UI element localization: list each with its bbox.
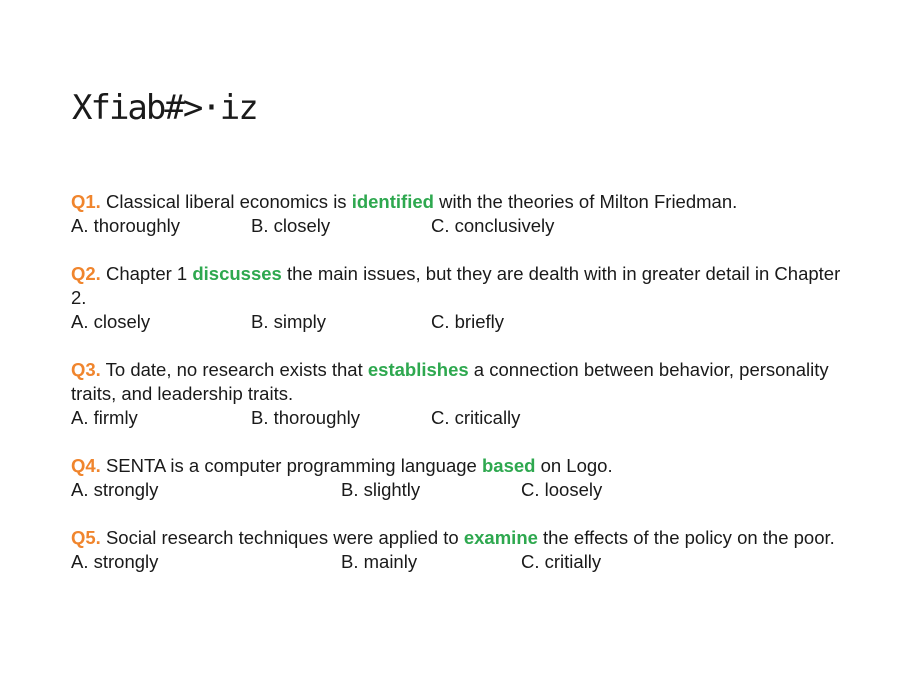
option-b[interactable]: B. mainly [341,551,418,572]
stem-text-before: SENTA is a computer programming language [105,455,477,476]
keyword: identified [351,191,434,212]
option-b[interactable]: B. simply [251,311,327,332]
question-5 [71,526,851,574]
question-number: Q2. [71,263,101,284]
question-2 [71,262,851,334]
keyword: discusses [192,263,282,284]
slide-title: Xfiab#>·iz [72,88,257,128]
stem-text-before: To date, no research exists that [105,359,363,380]
option-c[interactable]: C. conclusively [431,215,555,236]
keyword: examine [463,527,538,548]
answer-options [71,478,851,502]
answer-options [71,310,851,334]
question-3 [71,358,851,430]
keyword: establishes [367,359,469,380]
option-c[interactable]: C. briefly [431,311,504,332]
option-c[interactable]: C. critially [521,551,602,572]
keyword: based [481,455,536,476]
question-stem [71,190,851,214]
question-number: Q4. [71,455,101,476]
stem-text-before: Classical liberal economics is [105,191,347,212]
option-a[interactable]: A. thoroughly [71,215,181,236]
question-number: Q1. [71,191,101,212]
question-4 [71,454,851,502]
answer-options [71,406,851,430]
question-stem [71,358,851,406]
question-list [71,190,851,598]
stem-text-after: a connection between behavior, personality traits, and leadership traits. [71,359,829,404]
question-stem [71,262,851,310]
stem-text-after: with the theories of Milton Friedman. [439,191,738,212]
option-a[interactable]: A. strongly [71,551,159,572]
option-a[interactable]: A. closely [71,311,151,332]
stem-text-after: the effects of the policy on the poor. [543,527,835,548]
option-a[interactable]: A. firmly [71,407,138,428]
question-stem [71,526,851,550]
question-stem [71,454,851,478]
option-b[interactable]: B. slightly [341,479,421,500]
option-a[interactable]: A. strongly [71,479,159,500]
option-b[interactable]: B. thoroughly [251,407,361,428]
question-number: Q5. [71,527,101,548]
answer-options [71,214,851,238]
answer-options [71,550,851,574]
option-c[interactable]: C. critically [431,407,521,428]
stem-text-after: the main issues, but they are dealth with in greater detail in Chapter 2. [71,263,841,308]
option-b[interactable]: B. closely [251,215,331,236]
question-1 [71,190,851,238]
question-number: Q3. [71,359,101,380]
stem-text-after: on Logo. [540,455,613,476]
stem-text-before: Chapter 1 [105,263,188,284]
stem-text-before: Social research techniques were applied to [105,527,459,548]
option-c[interactable]: C. loosely [521,479,603,500]
